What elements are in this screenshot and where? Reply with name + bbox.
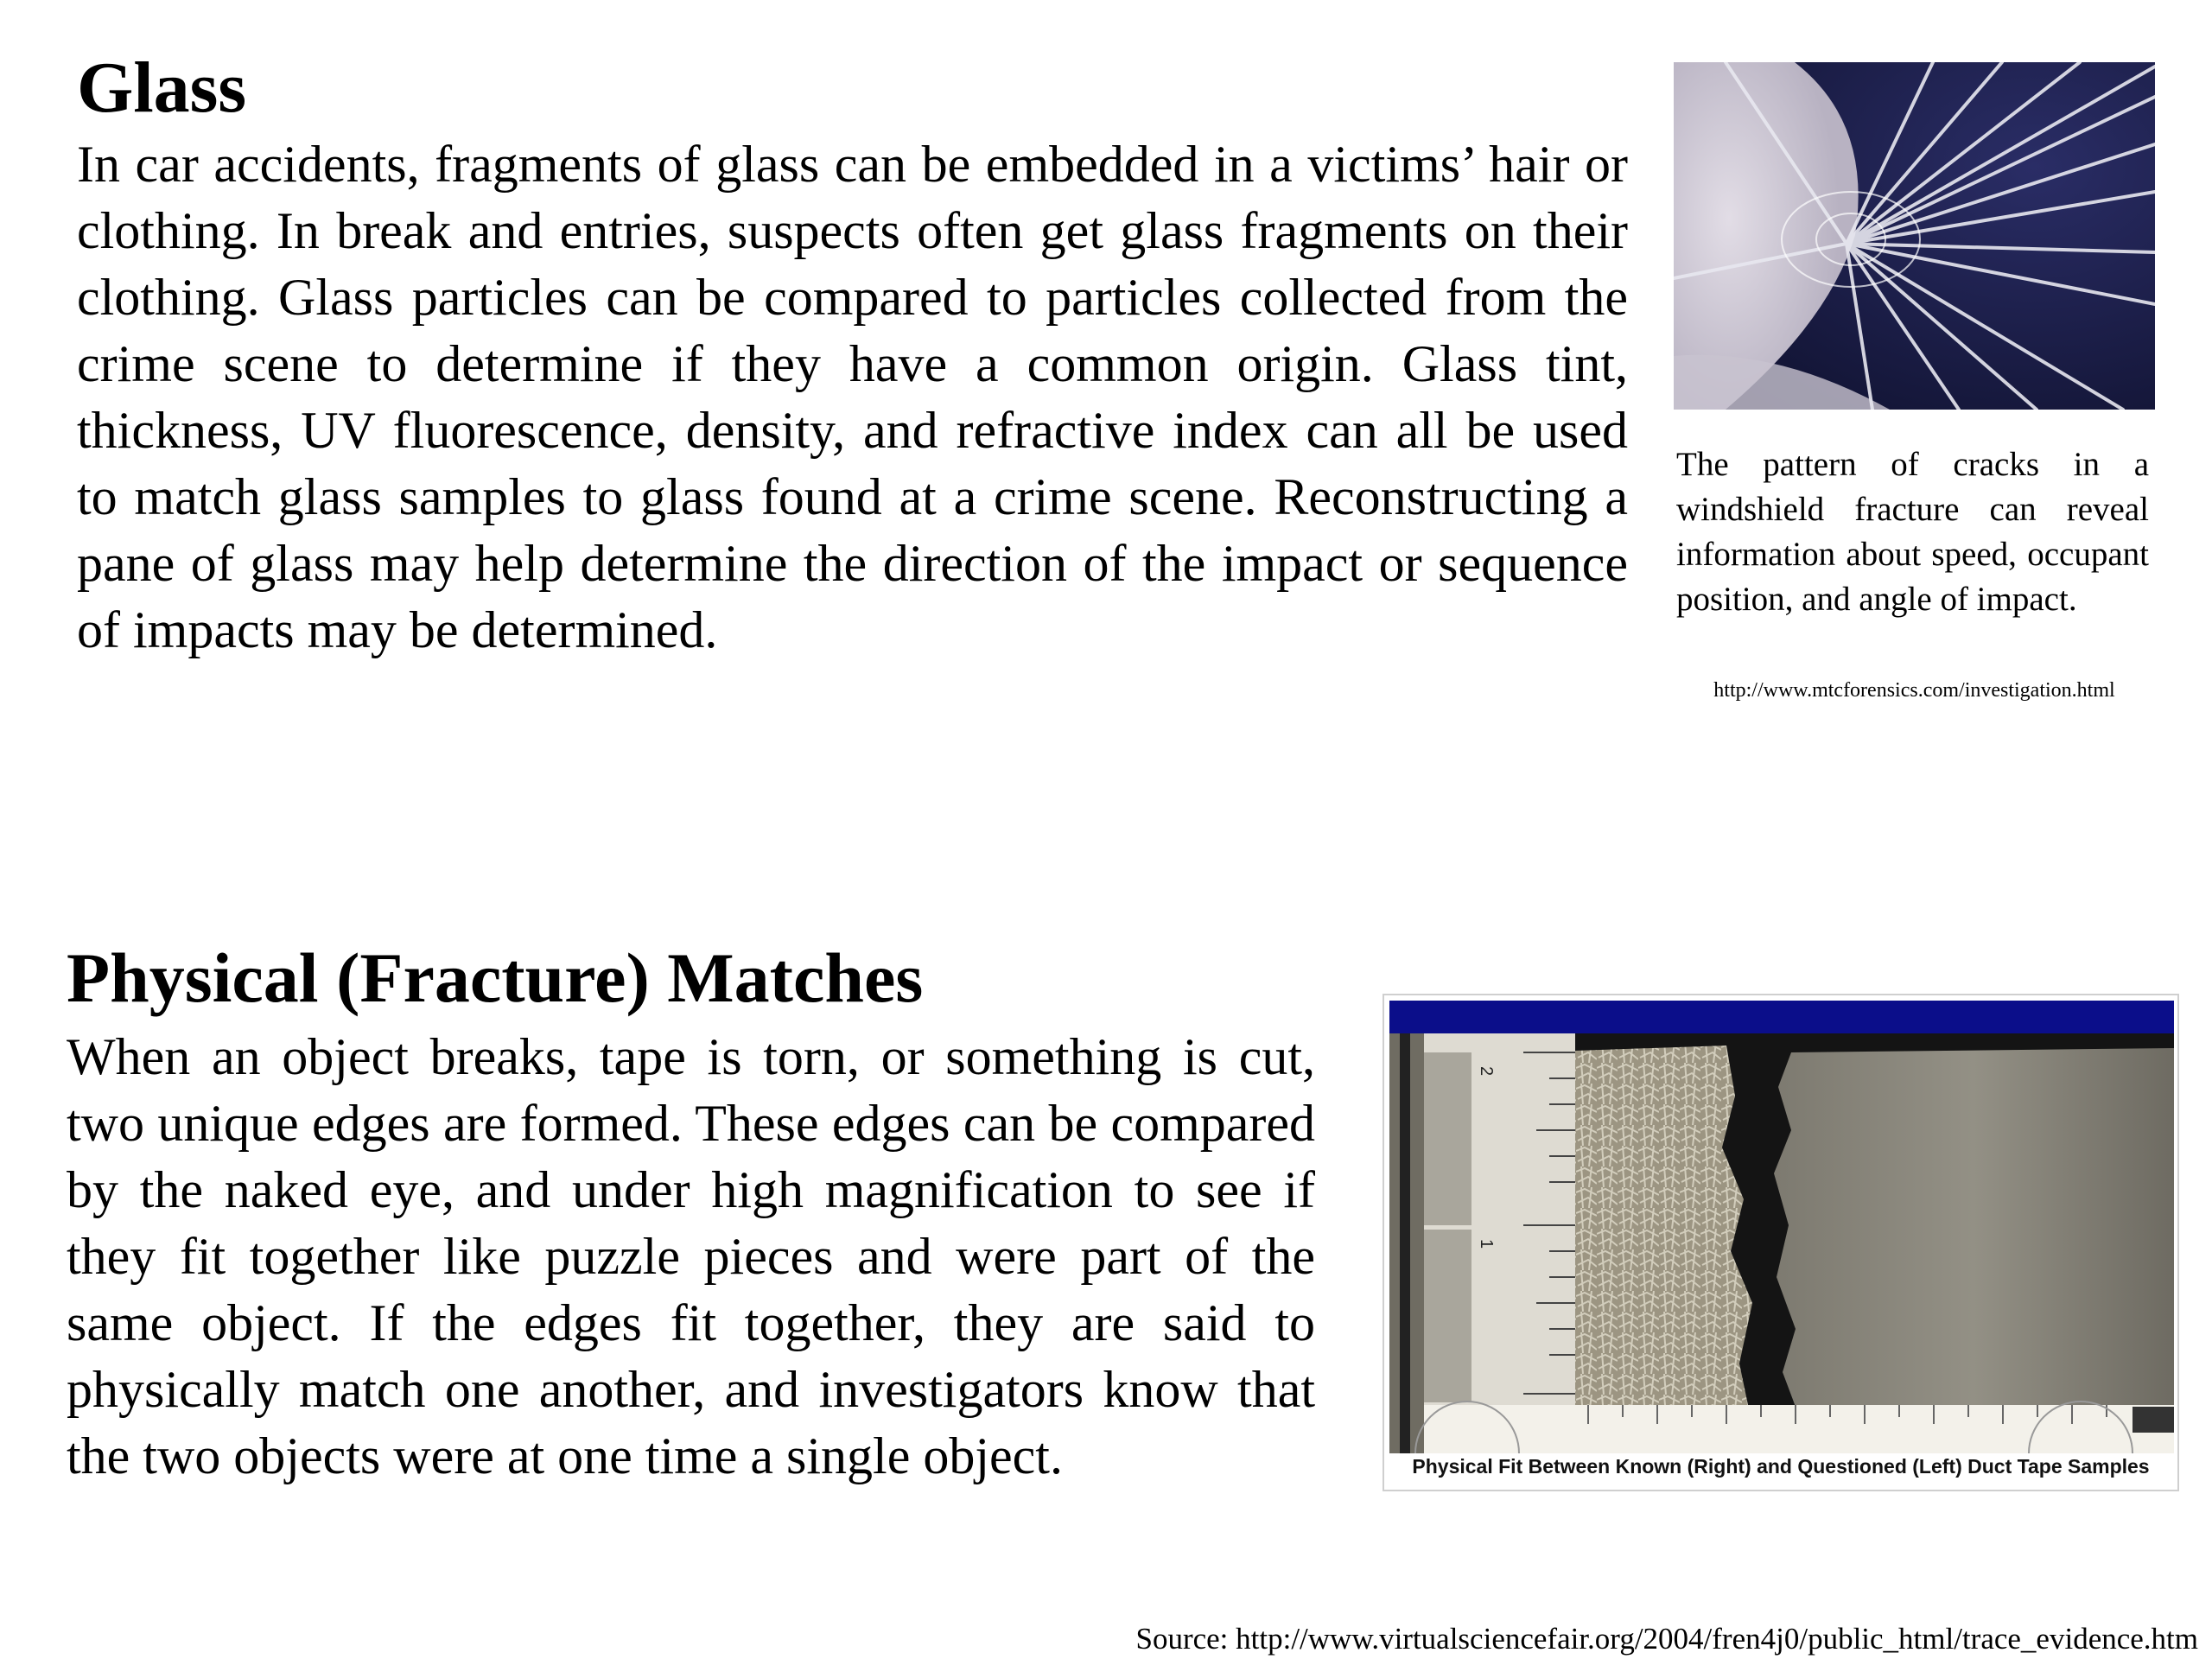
duct-tape-photo — [1389, 1001, 2174, 1453]
fracture-paragraph: When an object breaks, tape is torn, or something is cut, two unique edges are formed. These edges can be compared by the naked eye, and under high magnification to see if they fit together like puzzle pieces and were part of the same object. If the edges fit together, they are said to physically match one another, and investigators know that the two objects were at one time a single object. — [67, 1028, 1315, 1484]
windshield-crack-photo — [1674, 62, 2155, 410]
duct-tape-caption: Physical Fit Between Known (Right) and Questioned (Left) Duct Tape Samples — [1412, 1455, 2150, 1478]
duct-tape-figure — [1382, 994, 2179, 1491]
ruler-label-2: 2 — [1477, 1066, 1496, 1077]
source-citation: Source: http://www.virtualsciencefair.org/2004/fren4j0/public_html/trace_evidence.htm — [1135, 1622, 2198, 1656]
glass-photo-caption: The pattern of cracks in a windshield fracture can reveal information about speed, occupant position, and angle of impact. — [1676, 446, 2149, 618]
glass-paragraph: In car accidents, fragments of glass can be embedded in a victims’ hair or clothing. In break and entries, suspects often get glass fragments on their clothing. Glass particles can be compared to particles collected from the crime scene to determine if they have a common origin. Glass tint, thickness, UV fluorescence, density, and refractive index can all be used to match glass samples to glass found at a crime scene. Reconstructing a pane of glass may help determine the direction of the impact or sequence of impacts may be determined. — [77, 136, 1628, 658]
glass-heading: Glass — [77, 48, 247, 128]
glass-photo-url: http://www.mtcforensics.com/investigation.html — [1713, 679, 2115, 702]
fracture-heading: Physical (Fracture) Matches — [67, 938, 924, 1017]
ruler-label-1: 1 — [1477, 1239, 1496, 1249]
